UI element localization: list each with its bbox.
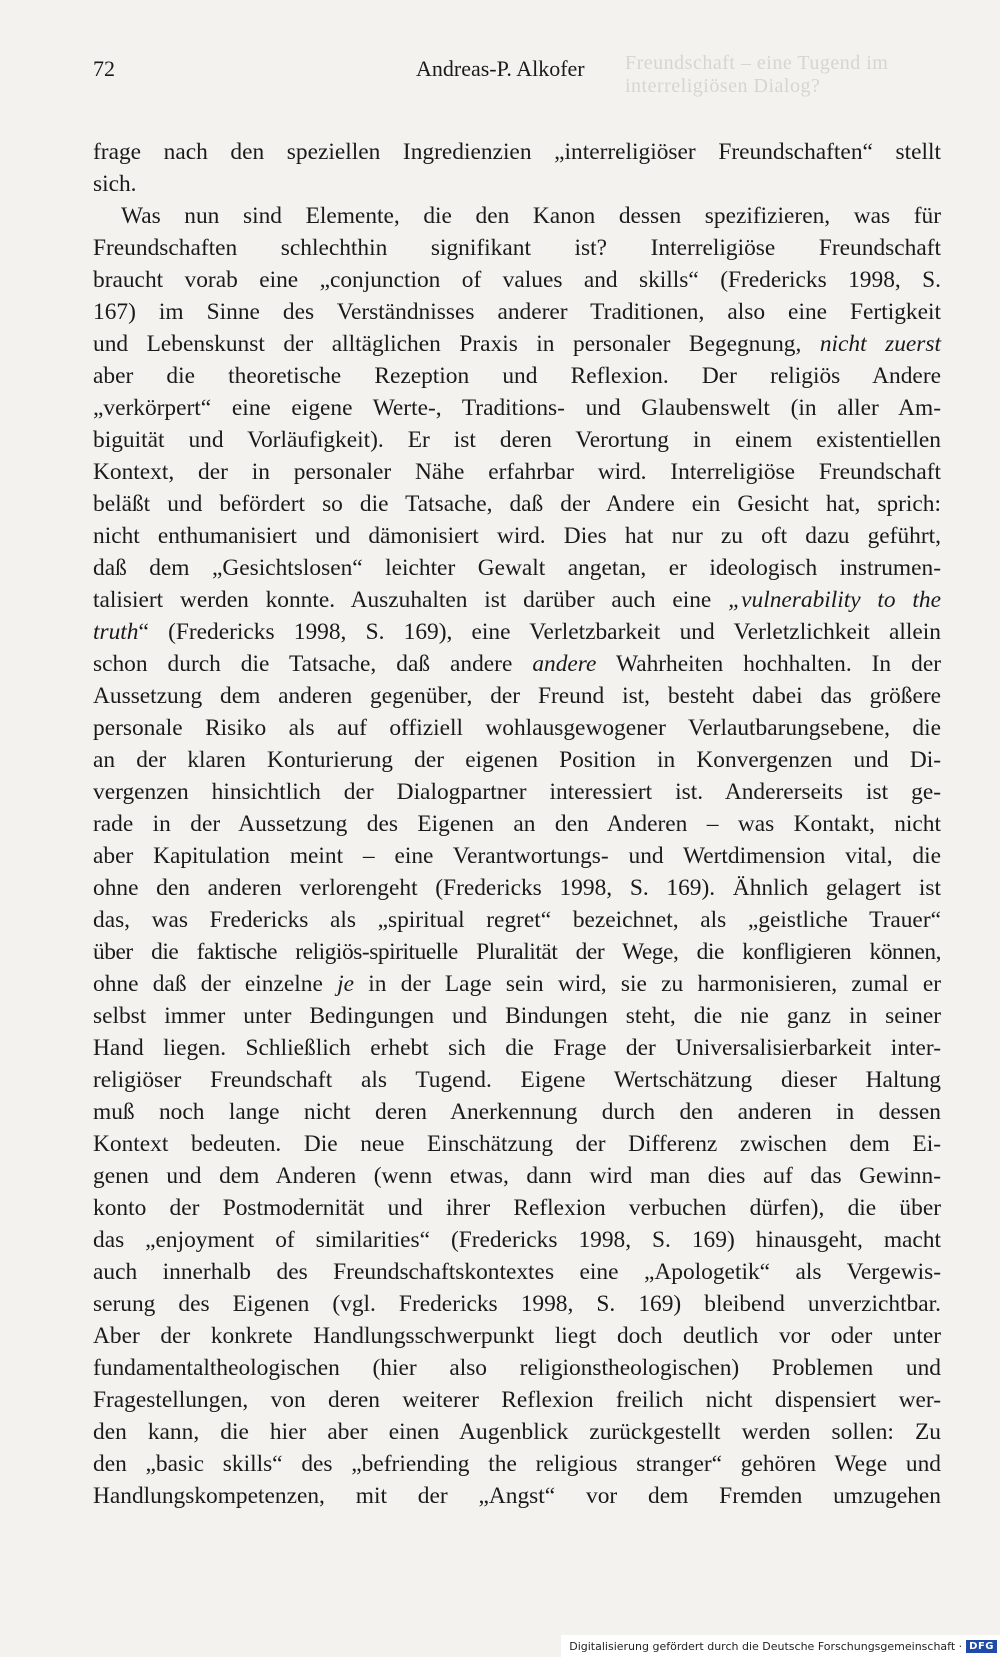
text-line: das „enjoyment of similarities“ (Fredericks 1998, S. 169) hinausgeht, macht	[93, 1227, 941, 1253]
text-line: personale Risiko als auf offiziell wohlausgewogener Verlautbarungsebene, die	[93, 715, 941, 741]
italic-text: andere	[532, 651, 597, 677]
text-line: biguität und Vorläufigkeit). Er ist deren Verortung in einem existentiellen	[93, 427, 941, 453]
text-line: Freundschaften schlechthin signifikant ist? Interreligiöse Freundschaft	[93, 235, 941, 261]
italic-text: nicht zuerst	[819, 331, 941, 357]
text-line	[93, 616, 941, 648]
text-line: über die faktische religiös-spirituelle Pluralität der Wege, die konfligieren können,	[93, 939, 941, 965]
running-head: Andreas-P. Alkofer	[416, 56, 585, 81]
text-line: daß dem „Gesichtslosen“ leichter Gewalt angetan, er ideologisch instrumen-	[93, 555, 941, 581]
text-line: Hand liegen. Schließlich erhebt sich die Frage der Universalisierbarkeit inter-	[93, 1035, 941, 1061]
text-line: fundamentaltheologischen (hier also religionstheologischen) Problemen und	[93, 1355, 941, 1381]
text-line: genen und dem Anderen (wenn etwas, dann wird man dies auf das Gewinn-	[93, 1163, 941, 1189]
text-line: „verkörpert“ eine eigene Werte-, Traditions- und Glaubenswelt (in aller Am-	[93, 395, 941, 421]
text-line: Kontext, der in personaler Nähe erfahrbar wird. Interreligiöse Freundschaft	[93, 459, 941, 485]
text-line: beläßt und befördert so die Tatsache, daß der Andere ein Gesicht hat, sprich:	[93, 491, 941, 517]
text-line	[93, 968, 941, 1000]
text-line	[93, 648, 941, 680]
text-segment: in der Lage sein wird, sie zu harmonisieren, zumal er	[354, 971, 941, 997]
text-line: Aber der konkrete Handlungsschwerpunkt liegt doch deutlich vor oder unter	[93, 1323, 941, 1349]
text-line: auch innerhalb des Freundschaftskontextes eine „Apologetik“ als Vergewis-	[93, 1259, 941, 1285]
text-line: serung des Eigenen (vgl. Fredericks 1998, S. 169) bleibend unverzichtbar.	[93, 1291, 941, 1317]
text-line	[93, 328, 941, 360]
italic-text: truth	[93, 619, 139, 645]
text-line: vergenzen hinsichtlich der Dialogpartner interessiert ist. Andererseits ist ge-	[93, 779, 941, 805]
text-line: braucht vorab eine „conjunction of values and skills“ (Fredericks 1998, S.	[93, 267, 941, 293]
text-line: sich.	[93, 171, 137, 197]
text-line: Handlungskompetenzen, mit der „Angst“ vor dem Fremden umzugehen	[93, 1483, 941, 1509]
text-line: Was nun sind Elemente, die den Kanon dessen spezifizieren, was für	[121, 203, 941, 229]
text-segment: talisiert werden konnte. Auszuhalten ist darüber auch eine	[93, 587, 729, 613]
text-line: religiöser Freundschaft als Tugend. Eigene Wertschätzung dieser Haltung	[93, 1067, 941, 1093]
text-line: konto der Postmodernität und ihrer Reflexion verbuchen dürfen), die über	[93, 1195, 941, 1221]
text-line	[93, 584, 941, 616]
text-line: selbst immer unter Bedingungen und Bindungen steht, die nie ganz in seiner	[93, 1003, 941, 1029]
text-line: frage nach den speziellen Ingredienzien „interreligiöser Freundschaften“ stellt	[93, 139, 941, 165]
text-segment: Wahrheiten hochhalten. In der	[596, 651, 941, 677]
text-line: ohne den anderen verlorengeht (Fredericks 1998, S. 169). Ähnlich gelagert ist	[93, 875, 941, 901]
bleed-through-text: Freundschaft – eine Tugend im interreligiösen Dialog?	[625, 52, 889, 97]
text-segment: und Lebenskunst der alltäglichen Praxis in personaler Begegnung,	[93, 331, 820, 357]
italic-text: „vulnerability to the	[728, 587, 941, 613]
digitization-footer	[561, 1635, 1000, 1657]
text-segment: ohne daß der einzelne	[93, 971, 338, 997]
text-line: rade in der Aussetzung des Eigenen an den Anderen – was Kontakt, nicht	[93, 811, 941, 837]
text-line: den kann, die hier aber einen Augenblick zurückgestellt werden sollen: Zu	[93, 1419, 941, 1445]
footer-text: Digitalisierung gefördert durch die Deutsche Forschungsgemeinschaft ·	[569, 1639, 963, 1653]
text-line: aber die theoretische Rezeption und Reflexion. Der religiös Andere	[93, 363, 941, 389]
text-segment: “ (Fredericks 1998, S. 169), eine Verletzbarkeit und Verletzlichkeit allein	[138, 619, 941, 645]
page-number: 72	[93, 56, 115, 81]
text-line: Aussetzung dem anderen gegenüber, der Freund ist, besteht dabei das größere	[93, 683, 941, 709]
text-line: nicht enthumanisiert und dämonisiert wird. Dies hat nur zu oft dazu geführt,	[93, 523, 941, 549]
text-line: den „basic skills“ des „befriending the religious stranger“ gehören Wege und	[93, 1451, 941, 1477]
text-segment: schon durch die Tatsache, daß andere	[93, 651, 533, 677]
italic-text: je	[337, 971, 355, 997]
text-line: 167) im Sinne des Verständnisses anderer Traditionen, also eine Fertigkeit	[93, 299, 941, 325]
text-line: das, was Fredericks als „spiritual regret“ bezeichnet, als „geistliche Trauer“	[93, 907, 941, 933]
text-line: muß noch lange nicht deren Anerkennung durch den anderen in dessen	[93, 1099, 941, 1125]
text-line: aber Kapitulation meint – eine Verantwortungs- und Wertdimension vital, die	[93, 843, 941, 869]
text-line: an der klaren Konturierung der eigenen Position in Konvergenzen und Di-	[93, 747, 941, 773]
dfg-logo: DFG	[966, 1640, 997, 1653]
text-line: Kontext bedeuten. Die neue Einschätzung der Differenz zwischen dem Ei-	[93, 1131, 941, 1157]
page-header	[93, 52, 940, 86]
body-text	[93, 136, 941, 1512]
text-line: Fragestellungen, von deren weiterer Reflexion freilich nicht dispensiert wer-	[93, 1387, 941, 1413]
